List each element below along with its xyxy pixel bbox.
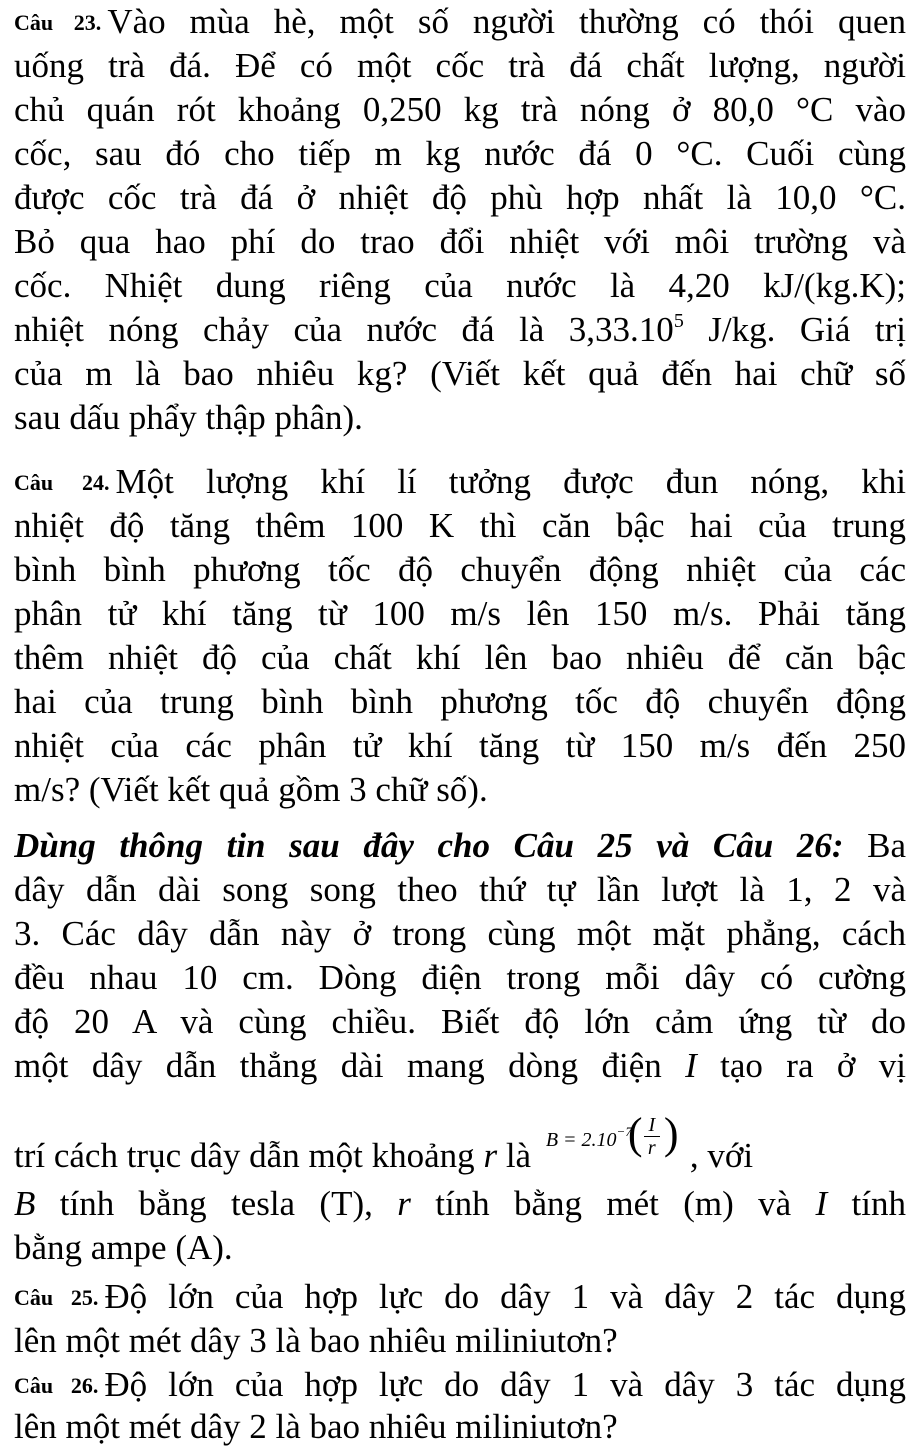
q23-line-7: cốc. Nhiệt dung riêng của nước là 4,20 kJ/(kg.K); <box>14 266 906 305</box>
q24-line-1: Câu 24. Một lượng khí lí tưởng được đun nóng, khi <box>14 462 906 501</box>
q24-line-8: m/s? (Viết kết quả gồm 3 chữ số). <box>14 770 488 809</box>
info-heading: Dùng thông tin sau đây cho Câu 25 và Câu 26: <box>14 826 844 865</box>
magnetic-field-formula: $B = 2.10^{-7}$ ( I r ) <box>545 1109 679 1159</box>
q24-line-3: bình bình phương tốc độ chuyển động nhiệt của các <box>14 550 906 589</box>
q23-line-8: nhiệt nóng chảy của nước đá là 3,33.10$^5$ J/kg. Giá trị <box>14 310 906 349</box>
q24-line-2: nhiệt độ tăng thêm 100 K thì căn bậc hai của trung <box>14 506 906 545</box>
q25-label: Câu 25. <box>14 1285 99 1310</box>
q23-label: Câu 23. <box>14 10 102 35</box>
info-line-1: Dùng thông tin sau đây cho Câu 25 và Câu 26: Ba <box>14 826 906 865</box>
q24-line-7: nhiệt của các phân tử khí tăng từ 150 m/s đến 250 <box>14 726 906 765</box>
q25-line-2: lên một mét dây 3 là bao nhiêu miliniutơn? <box>14 1321 618 1360</box>
q23-line-6: Bỏ qua hao phí do trao đổi nhiệt với môi trường và <box>14 222 906 261</box>
q26-line-1: Câu 26. Độ lớn của hợp lực do dây 1 và dây 3 tác dụng <box>14 1365 906 1404</box>
q24-line-6: hai của trung bình bình phương tốc độ chuyển động <box>14 682 906 721</box>
q23-line-9: của m là bao nhiêu kg? (Viết kết quả đến hai chữ số <box>14 354 906 393</box>
info-line-9: bằng ampe (A). <box>14 1228 233 1267</box>
q23-line-10: sau dấu phẩy thập phân). <box>14 398 363 437</box>
info-line-5: độ 20 A và cùng chiều. Biết độ lớn cảm ứng từ do <box>14 1002 906 1041</box>
q24-label: Câu 24. <box>14 470 110 495</box>
q23-line-4: cốc, sau đó cho tiếp m kg nước đá 0 °C. Cuối cùng <box>14 134 906 173</box>
info-line-6: một dây dẫn thẳng dài mang dòng điện I tạo ra ở vị <box>14 1046 906 1085</box>
info-line-7: trí cách trục dây dẫn một khoảng r là $B = 2.10^{-7}$ ( I r ) , với <box>14 1134 906 1182</box>
q23-line-2: uống trà đá. Để có một cốc trà đá chất lượng, người <box>14 46 906 85</box>
info-line-3: 3. Các dây dẫn này ở trong cùng một mặt phẳng, cách <box>14 914 906 953</box>
q23-line-3: chủ quán rót khoảng 0,250 kg trà nóng ở 80,0 °C vào <box>14 90 906 129</box>
q24-line-4: phân tử khí tăng từ 100 m/s lên 150 m/s. Phải tăng <box>14 594 906 633</box>
info-line-8: B tính bằng tesla (T), r tính bằng mét (m) và I tính <box>14 1184 906 1223</box>
q25-line-1: Câu 25. Độ lớn của hợp lực do dây 1 và dây 2 tác dụng <box>14 1277 906 1316</box>
info-line-4: đều nhau 10 cm. Dòng điện trong mỗi dây có cường <box>14 958 906 997</box>
info-line-2: dây dẫn dài song song theo thứ tự lần lượt là 1, 2 và <box>14 870 906 909</box>
q23-line-1: Câu 23. Vào mùa hè, một số người thường có thói quen <box>14 2 906 41</box>
q26-label: Câu 26. <box>14 1373 99 1398</box>
q23-line-5: được cốc trà đá ở nhiệt độ phù hợp nhất là 10,0 °C. <box>14 178 906 217</box>
q24-line-5: thêm nhiệt độ của chất khí lên bao nhiêu để căn bậc <box>14 638 906 677</box>
q26-line-2: lên một mét dây 2 là bao nhiêu miliniutơn? <box>14 1407 618 1446</box>
